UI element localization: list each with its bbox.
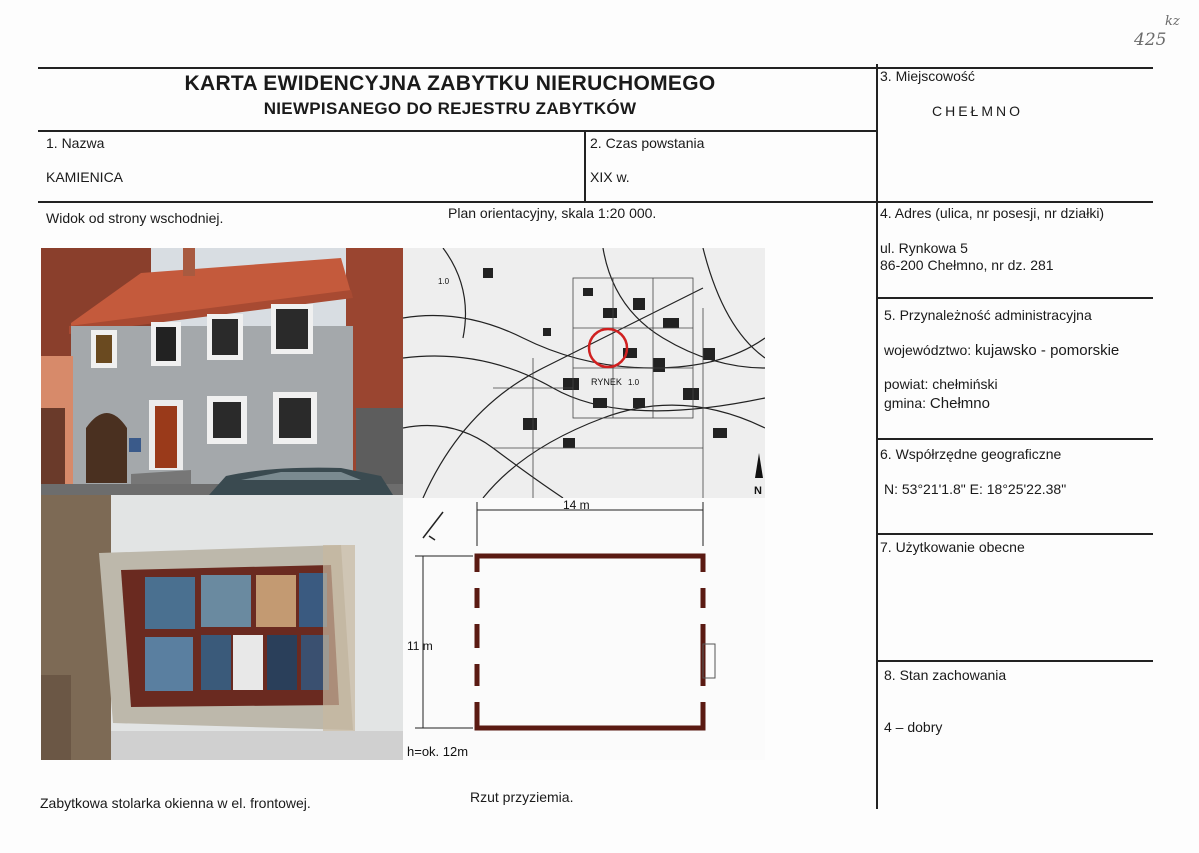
field-miejscowosc-label: 3. Miejscowość [880,68,975,84]
caption-rzut: Rzut przyziemia. [470,789,574,805]
map-north-label: N [754,485,762,497]
card-title: KARTA EWIDENCYJNA ZABYTKU NIERUCHOMEGO [184,72,716,95]
field-czas-label: 2. Czas powstania [590,135,705,151]
form-divider-right [876,64,878,809]
plan-depth-label: 11 m [407,639,433,653]
caption-stolarka: Zabytkowa stolarka okienna w el. frontowej. [40,795,311,811]
corner-note-mark: kz [1165,14,1180,29]
form-top-border [38,67,1153,69]
orientation-map [403,248,765,498]
field-admin-powiat: powiat: chełmiński [884,376,998,392]
map-label-10b: 1.0 [628,378,640,387]
field-czas-value: XIX w. [590,169,630,185]
photo-window-detail [41,495,403,760]
field-nazwa-label: 1. Nazwa [46,135,105,151]
field-stan-value: 4 – dobry [884,719,943,735]
wojewodztwo-value: kujawsko - pomorskie [975,342,1120,359]
right-row-line-3 [876,297,1153,299]
right-row-line-5 [876,533,1153,535]
field-admin-wojewodztwo [884,342,1119,359]
map-label-10a: 1.0 [438,277,450,286]
field-uzytkowanie-label: 7. Użytkowanie obecne [880,539,1025,555]
form-row-line-1 [38,130,878,132]
field-wsp-label: 6. Współrzędne geograficzne [880,446,1062,462]
plan-height-label: h=ok. 12m [407,744,469,759]
photo-facade-east [41,248,403,495]
field-admin-label: 5. Przynależność administracyjna [884,307,1092,323]
caption-plan: Plan orientacyjny, skala 1:20 000. [448,205,657,221]
gmina-value: Chełmno [929,395,990,412]
right-row-line-6 [876,660,1153,662]
field-adres-line2: 86-200 Chełmno, nr dz. 281 [880,257,1054,273]
field-adres-line1: ul. Rynkowa 5 [880,240,968,256]
caption-widok: Widok od strony wschodniej. [46,210,224,226]
field-stan-label: 8. Stan zachowania [884,667,1007,683]
corner-archive-number: 425 [1134,30,1167,50]
field-admin-gmina [884,395,990,412]
floor-plan-drawing [403,498,765,760]
field-wsp-value: N: 53°21'1.8" E: 18°25'22.38" [884,481,1067,497]
gmina-prefix: gmina: [884,395,930,411]
plan-width-label: 14 m [563,498,590,512]
field-miejscowosc-value: CHEŁMNO [932,103,1024,119]
form-divider-name-time [584,130,586,202]
right-row-line-4 [876,438,1153,440]
form-row-line-2 [38,201,1153,203]
field-adres-label: 4. Adres (ulica, nr posesji, nr działki) [880,205,1105,221]
card-subtitle: NIEWPISANEGO DO REJESTRU ZABYTKÓW [263,99,637,118]
map-label-rynek: RYNEK [591,377,622,387]
wojewodztwo-prefix: województwo: [884,342,976,358]
field-nazwa-value: KAMIENICA [46,169,124,185]
